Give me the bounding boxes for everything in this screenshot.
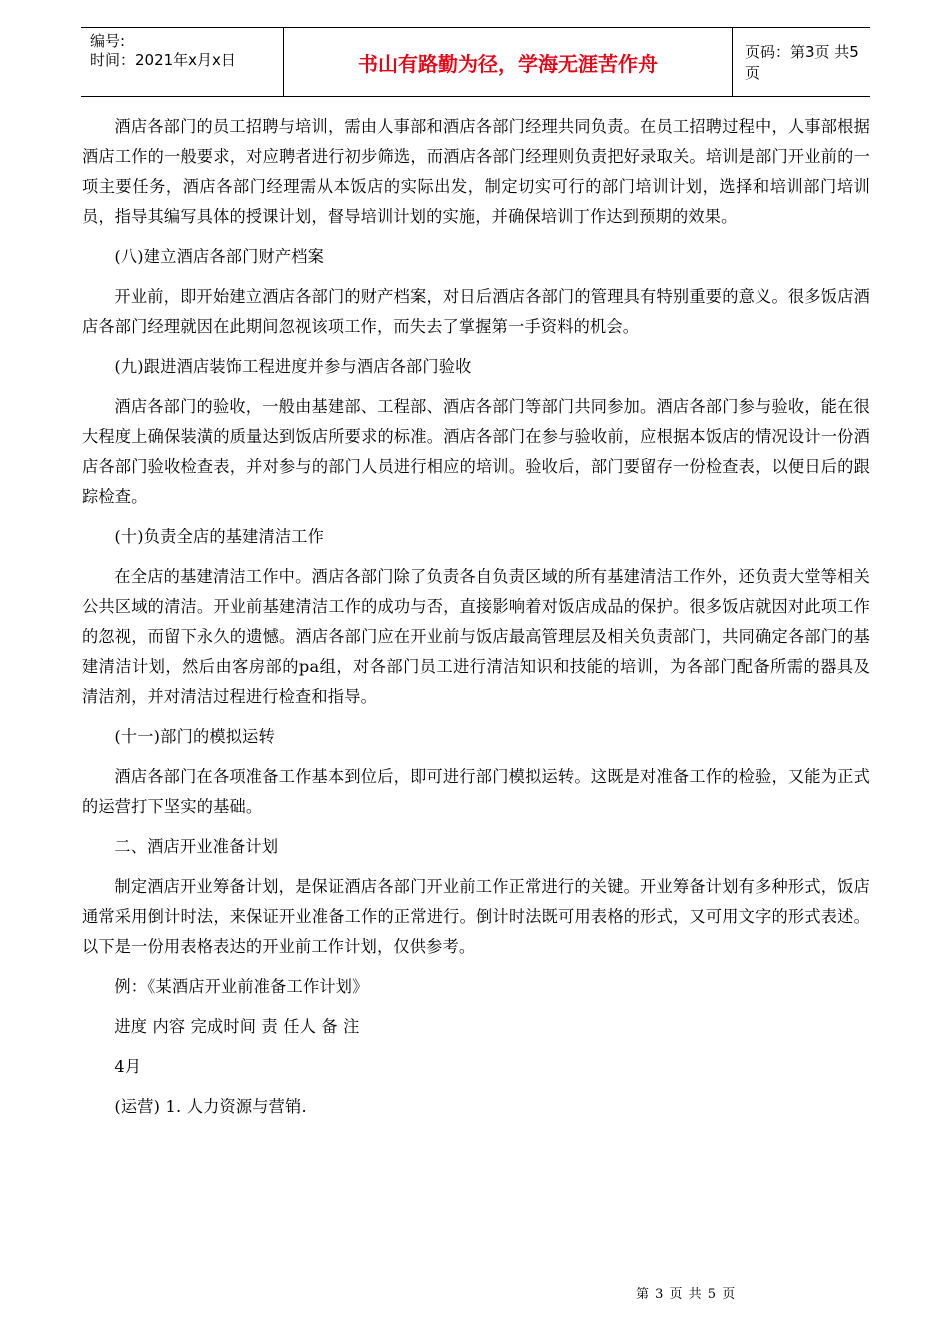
month-label: 4月 (114, 1057, 142, 1076)
document-body (82, 112, 870, 1122)
example-title: 例：《某酒店开业前准备工作计划》 (114, 977, 369, 996)
plan-item: (运营) 1. 人力资源与营销. (114, 1097, 307, 1116)
table-header-line: 进度 内容 完成时间 责 任人 备 注 (114, 1017, 360, 1036)
page-header (81, 27, 870, 97)
page-footer: 第 3 页 共 5 页 (636, 1287, 737, 1302)
section-heading: (十)负责全店的基建清洁工作 (114, 527, 325, 546)
paragraph: 酒店各部门的员工招聘与培训，需由人事部和酒店各部门经理共同负责。在员工招聘过程中，人事部根据酒店工作的一般要求，对应聘者进行初步筛选，而酒店各部门经理则负责把好录取关。培训是部门开业前的一项主要任务，酒店各部门经理需从本饭店的实际出发，制定切实可行的部门培训计划，选择和培训部门培训员，指导其编写具体的授课计划，督导培训计划的实施，并确保培训丁作达到预期的效果。 (82, 117, 870, 226)
section-heading: (九)跟进酒店装饰工程进度并参与酒店各部门验收 (114, 357, 472, 376)
header-page-code: 页码：第3页 共5页 (745, 43, 859, 82)
paragraph: 酒店各部门的验收，一般由基建部、工程部、酒店各部门等部门共同参加。酒店各部门参与验收，能在很大程度上确保装潢的质量达到饭店所要求的标准。酒店各部门在参与验收前，应根据本饭店的情况设计一份酒店各部门验收检查表，并对参与的部门人员进行相应的培训。验收后，部门要留存一份检查表，以便日后的跟踪检查。 (82, 397, 870, 506)
header-motto: 书山有路勤为径，学海无涯苦作舟 (284, 28, 733, 96)
section-heading: 二、酒店开业准备计划 (114, 837, 279, 856)
paragraph: 开业前，即开始建立酒店各部门的财产档案，对日后酒店各部门的管理具有特别重要的意义。很多饭店酒店各部门经理就因在此期间忽视该项工作，而失去了掌握第一手资料的机会。 (82, 287, 870, 336)
document-date: 时间：2021年x月x日 (90, 51, 236, 69)
section-heading: (八)建立酒店各部门财产档案 (114, 247, 325, 266)
paragraph: 在全店的基建清洁工作中。酒店各部门除了负责各自负责区域的所有基建清洁工作外，还负责大堂等相关公共区域的清洁。开业前基建清洁工作的成功与否，直接影响着对饭店成品的保护。很多饭店就因对此项工作的忽视，而留下永久的遗憾。酒店各部门应在开业前与饭店最高管理层及相关负责部门，共同确定各部门的基建清洁计划，然后由客房部的pa组，对各部门员工进行清洁知识和技能的培训，为各部门配备所需的器具及清洁剂，并对清洁过程进行检查和指导。 (82, 567, 870, 706)
paragraph: 制定酒店开业筹备计划，是保证酒店各部门开业前工作正常进行的关键。开业筹备计划有多种形式，饭店通常采用倒计时法，来保证开业准备工作的正常进行。倒计时法既可用表格的形式，又可用文字的形式表述。以下是一份用表格表达的开业前工作计划，仅供参考。 (82, 877, 870, 956)
header-meta (81, 28, 284, 96)
paragraph: 酒店各部门在各项准备工作基本到位后，即可进行部门模拟运转。这既是对准备工作的检验，又能为正式的运营打下坚实的基础。 (82, 767, 870, 816)
section-heading: (十一)部门的模拟运转 (114, 727, 275, 746)
document-number-label: 编号: (90, 32, 126, 50)
